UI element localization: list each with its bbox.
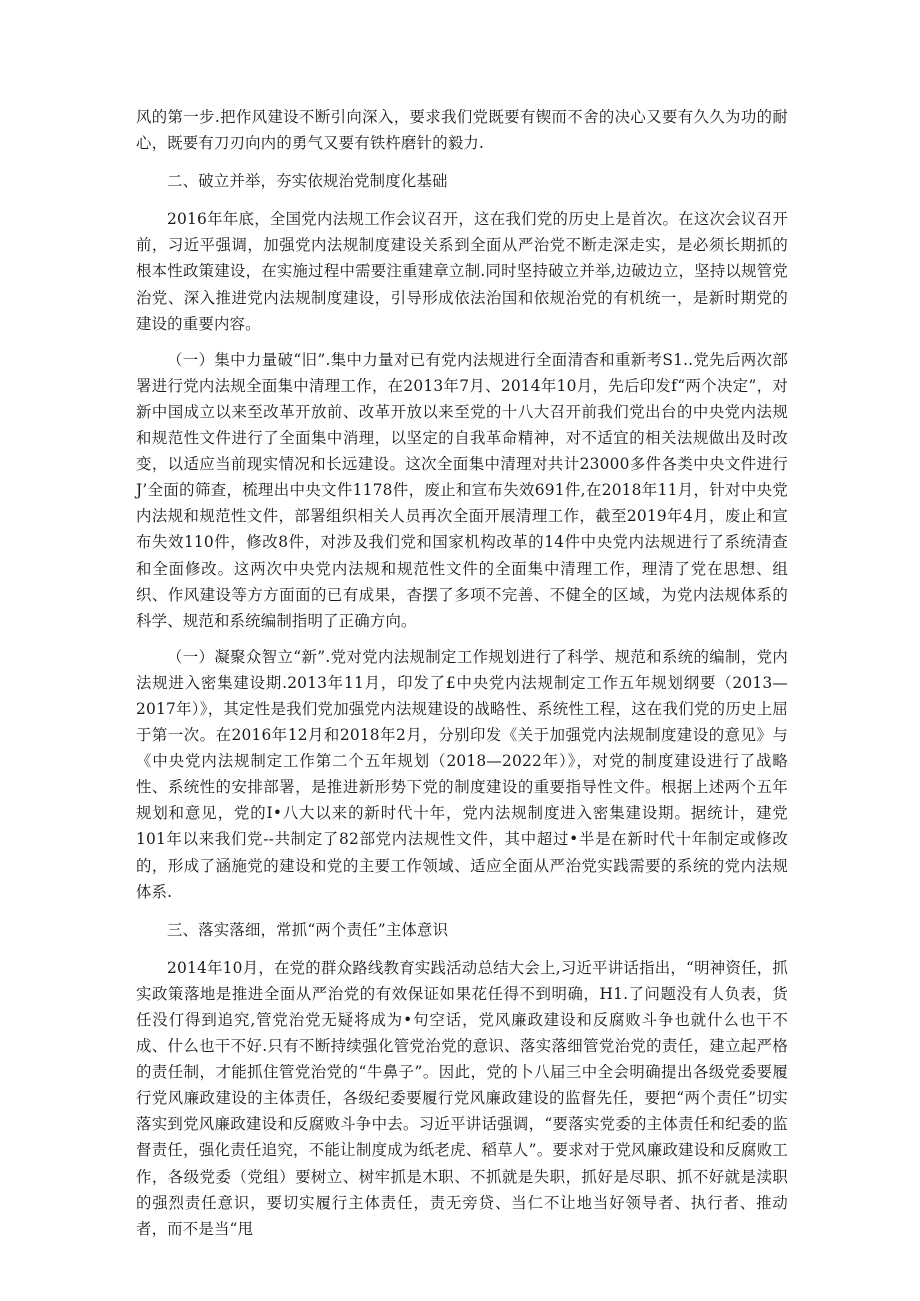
section-heading-2: 二、破立并举，夯实依规治党制度化基础 (167, 172, 448, 191)
paragraph-continuation: 风的第一步.把作风建设不断引向深入，要求我们党既要有锲而不舍的决心又要有久久为功的耐心，既要有刀刃向内的勇气又要有铁杵磨针的毅力. (136, 108, 788, 153)
section-heading-3: 三、落实落细，常抓“两个责任”主体意识 (167, 920, 449, 939)
document-page (136, 104, 788, 1242)
paragraph-2016-conference: 2016年年底，全国党内法规工作会议召开，这在我们党的历史上是首次。在这次会议召开前，习近平强调，加强党内法规制度建设关系到全面从严治党不断走深走实，是必须长期抓的根本性政策建设，在实施过程中需要注重建章立制.同时坚持破立并举,边破边立，坚持以规管党治党、深入推进党内法规制度建设，引导形成依法治国和依规治党的有机统一，是新时期党的建设的重要内容。 (136, 210, 788, 333)
paragraph-two-responsibilities: 2014年10月，在党的群众路线教育实践活动总结大会上,习近平讲话指出，“明神资任，抓实政策落地是推进全面从严治党的有效保证如果花任得不到明确，H1.了问题没有人负表，货任没仃得到追究,管党治党无疑将成为•句空话，党风廉政建设和反腐败斗争也就什么也干不成、什么也干不好.只有不断持续强化管党治党的意识、落实落细管党治党的责任，建立起严格的责任制，才能抓住管党治党的“牛鼻子”。因此，党的卜八届三中全会明确提出各级党委要履行党风廉政建设的主体责任，各级纪委要履行党风廉政建设的监督先任，要把“两个责任”切实落实到党风廉政建设和反腐败斗争中去。习近平讲话强调，“要落实党委的主体责任和纪委的监督责任，强化责任追究，不能让制度成为纸老虎、稻草人”。要求对于党风廉政建设和反腐败工作，各级党委（党组）要树立、树牢抓是木职、不抓就是失职，抓好是尽职、抓不好就是渎职的强烈责任意识，要切实履行主体责任，责无旁贷、当仁不让地当好领导者、执行者、推动者，而不是当“甩 (136, 958, 788, 1238)
paragraph-establish-new: （一）凝聚众智立“新”.党对党内法规制定工作规划进行了科学、规范和系统的编制，党内法规进入密集建设期.2013年11月，印发了£中央党内法规制定工作五年规划纲要（2013—2017年）》，其定性是我们党加强党内法规建设的战略性、系统性工程，这在我们党的历史上屈于第一次。在2016年12月和2018年2月，分别印发《关于加强党内法规制度建设的意见》与《中央党内法规制定工作第二个五年规划（2018—2022年）》，对党的制度建设进行了战略性、系统性的安排部署，是推进新形势下党的制度建设的重要指导性文件。根据上述两个五年规划和意见，党的I•八大以来的新时代十年，党内法规制度进入密集建设期。据统计，建党101年以来我们党--共制定了82部党内法规性文件，其中超过•半是在新时代十年制定或修改的，形成了涵施党的建设和党的主要工作领域、适应全面从严治党实践需要的系统的党内法规体系. (136, 647, 788, 901)
paragraph-break-old: （一）集中力量破“旧”.集中力量对已有党内法规进行全面清杳和重新考S1..党先后两次部署进行党内法规全面集中清理工作，在2013年7月、2014年10月，先后印发f“两个决定”，对新中国成立以来至改革开放前、改革开放以来至党的十八大召开前我们党出台的中央党内法规和规范性文件进行了全面集中消理，以坚定的自我革命精神，对不适宜的相关法规做出及时改变，以适应当前现实情况和长远建设。这次全面集中清理对共计23000多件各类中央文件进行J’全面的筛查，梳理出中央文件1178件，废止和宣布失效691件,在2018年11月，针对中央党内法规和规范性文件，部署组织相关人员再次全面开展清理工作，截至2019年4月，废止和宣布失效110件，修改8件，对涉及我们党和国家机构改革的14件中央党内法规进行了系统清查和全面修改。这两次中央党内法规和规范性文件的全面集中清理工作，理清了党在思想、组织、作风建设等方方面面的已有成果，杳摆了多项不完善、不健全的区域，为党内法规体系的科学、规范和系统编制指明了正确方向。 (136, 350, 788, 630)
